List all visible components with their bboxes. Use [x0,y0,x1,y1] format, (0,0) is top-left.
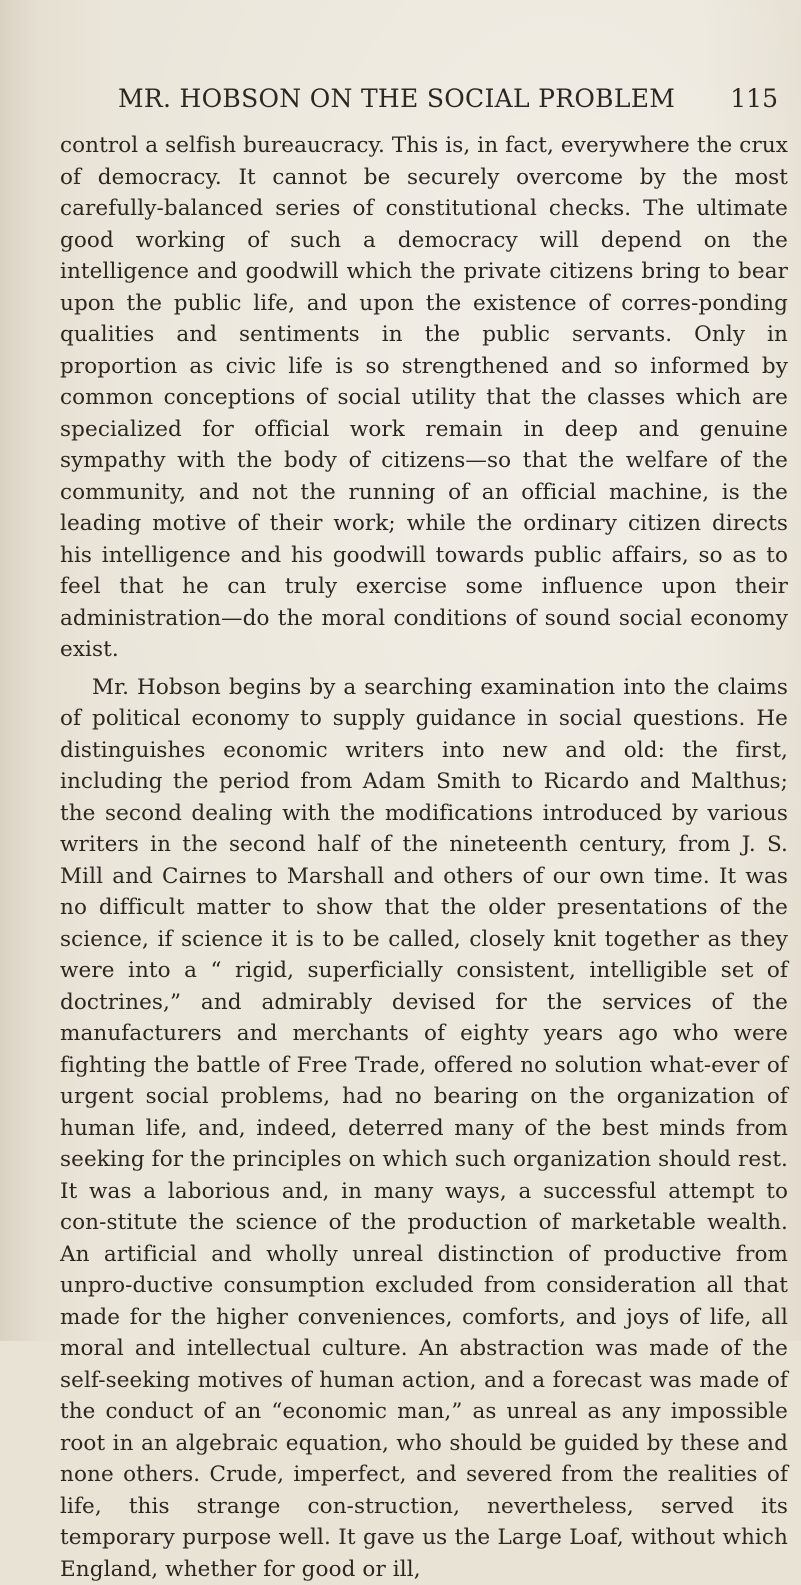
running-title: MR. HOBSON ON THE SOCIAL PROBLEM [118,84,675,113]
paragraph-1: control a selfish bureaucracy. This is, in fact, everywhere the crux of democracy. It cannot be securely overcome by the most carefully-balanced series of constitutional checks. The ultimate good working of such a democracy will depend on the intelligence and goodwill which the private citizens bring to bear upon the public life, and upon the existence of corres-ponding qualities and sentiments in the public servants. Only in proportion as civic life is so strengthened and so informed by common conceptions of social utility that the classes which are specialized for official work remain in deep and genuine sympathy with the body of citizens—so that the welfare of the community, and not the running of an official machine, is the leading motive of their work; while the ordinary citizen directs his intelligence and his goodwill towards public affairs, so as to feel that he can truly exercise some influence upon their administration—do the moral conditions of sound social economy exist. [60,130,788,666]
body-text [60,130,788,1585]
page-number: 115 [730,84,778,113]
paragraph-2: Mr. Hobson begins by a searching examination into the claims of political economy to supply guidance in social questions. He distinguishes economic writers into new and old: the first, including the period from Adam Smith to Ricardo and Malthus; the second dealing with the modifications introduced by various writers in the second half of the nineteenth century, from J. S. Mill and Cairnes to Marshall and others of our own time. It was no difficult matter to show that the older presentations of the science, if science it is to be called, closely knit together as they were into a “ rigid, superficially consistent, intelligible set of doctrines,” and admirably devised for the services of the manufacturers and merchants of eighty years ago who were fighting the battle of Free Trade, offered no solution what-ever of urgent social problems, had no bearing on the organization of human life, and, indeed, deterred many of the best minds from seeking for the principles on which such organization should rest. It was a laborious and, in many ways, a successful attempt to con-stitute the science of the production of marketable wealth. An artificial and wholly unreal distinction of productive from unpro-ductive consumption excluded from consideration all that made for the higher conveniences, comforts, and joys of life, all moral and intellectual culture. An abstraction was made of the self-seeking motives of human action, and a forecast was made of the conduct of an “economic man,” as unreal as any impossible root in an algebraic equation, who should be guided by these and none others. Crude, imperfect, and severed from the realities of life, this strange con-struction, nevertheless, served its temporary purpose well. It gave us the Large Loaf, without which England, whether for good or ill, [60,672,788,1585]
running-head [118,84,778,118]
